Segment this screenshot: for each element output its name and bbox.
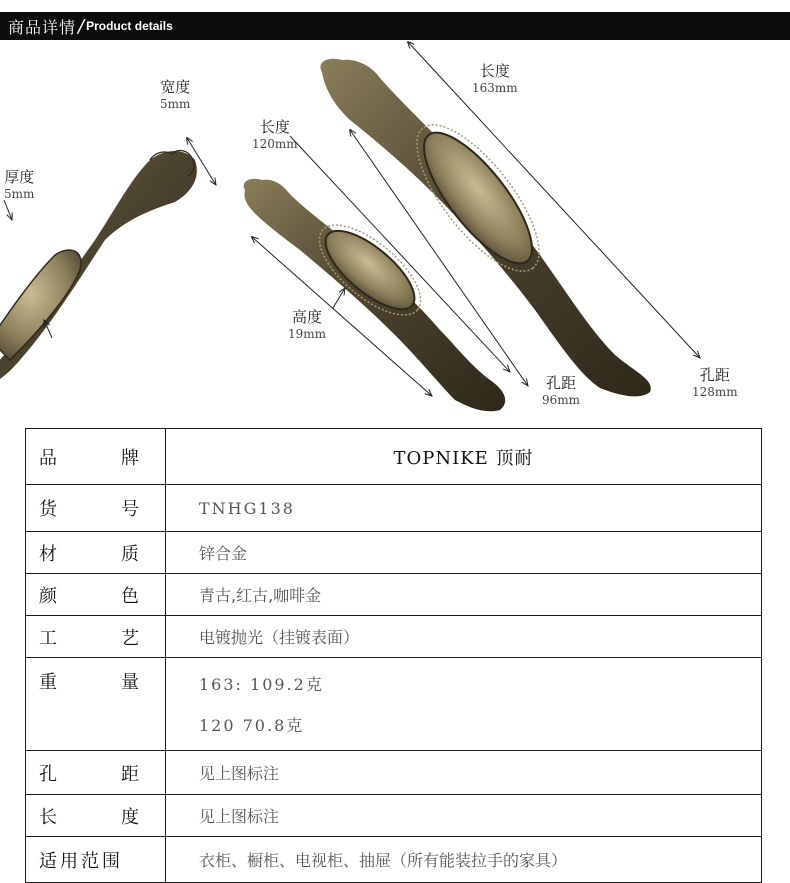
- product-image: [0, 40, 790, 425]
- spec-table: [25, 428, 762, 883]
- dim-height-pointer: [333, 288, 345, 308]
- spec-value-hole: 见上图标注: [166, 751, 762, 795]
- table-row: [26, 658, 762, 751]
- table-row: [26, 795, 762, 837]
- annot-thickness: 厚度 5mm: [4, 168, 35, 201]
- table-row: [26, 429, 762, 485]
- annot-width: 宽度 5mm: [160, 78, 191, 111]
- spec-value-process: 电镀抛光（挂镀表面）: [166, 616, 762, 658]
- spec-value-color: 青古,红古,咖啡金: [166, 574, 762, 616]
- spec-value-material: 锌合金: [166, 532, 762, 574]
- spec-value-length: 见上图标注: [166, 795, 762, 837]
- spec-value-weight: [166, 658, 762, 751]
- spec-label-material: 材 质: [26, 532, 166, 574]
- section-header: [0, 12, 790, 40]
- header-separator: /: [78, 15, 85, 37]
- table-row: [26, 532, 762, 574]
- annot-length-small: 长度 120mm: [252, 118, 298, 151]
- spec-value-usage: 衣柜、橱柜、电视柜、抽屉（所有能装拉手的家具）: [166, 837, 762, 883]
- spec-label-hole: 孔 距: [26, 751, 166, 795]
- spec-label-color: 颜 色: [26, 574, 166, 616]
- spec-label-length: 长 度: [26, 795, 166, 837]
- header-title-cn: 商品详情: [8, 17, 77, 37]
- weight-line-120: 120 70.8克: [199, 716, 305, 735]
- table-row: [26, 837, 762, 883]
- annot-height: 高度 19mm: [288, 308, 327, 341]
- spec-label-model: 货 号: [26, 485, 166, 532]
- weight-line-163: 163: 109.2克: [199, 675, 324, 694]
- annot-length-large: 长度 163mm: [472, 62, 518, 95]
- spec-label-weight: 重 量: [26, 658, 166, 751]
- annot-hole-large: 孔距 128mm: [692, 366, 738, 399]
- table-row: [26, 485, 762, 532]
- dim-thickness-top: [4, 200, 12, 220]
- table-row: [26, 574, 762, 616]
- annot-hole-small: 孔距 96mm: [542, 374, 581, 407]
- table-row: [26, 751, 762, 795]
- table-row: [26, 616, 762, 658]
- spec-value-brand: TOPNIKE 顶耐: [166, 429, 762, 485]
- spec-value-model: TNHG138: [166, 485, 762, 532]
- header-title-en: Product details: [86, 19, 173, 33]
- spec-label-process: 工 艺: [26, 616, 166, 658]
- product-illustration: [0, 40, 790, 425]
- spec-label-brand: 品 牌: [26, 429, 166, 485]
- spec-label-usage: 适用范围: [26, 837, 166, 883]
